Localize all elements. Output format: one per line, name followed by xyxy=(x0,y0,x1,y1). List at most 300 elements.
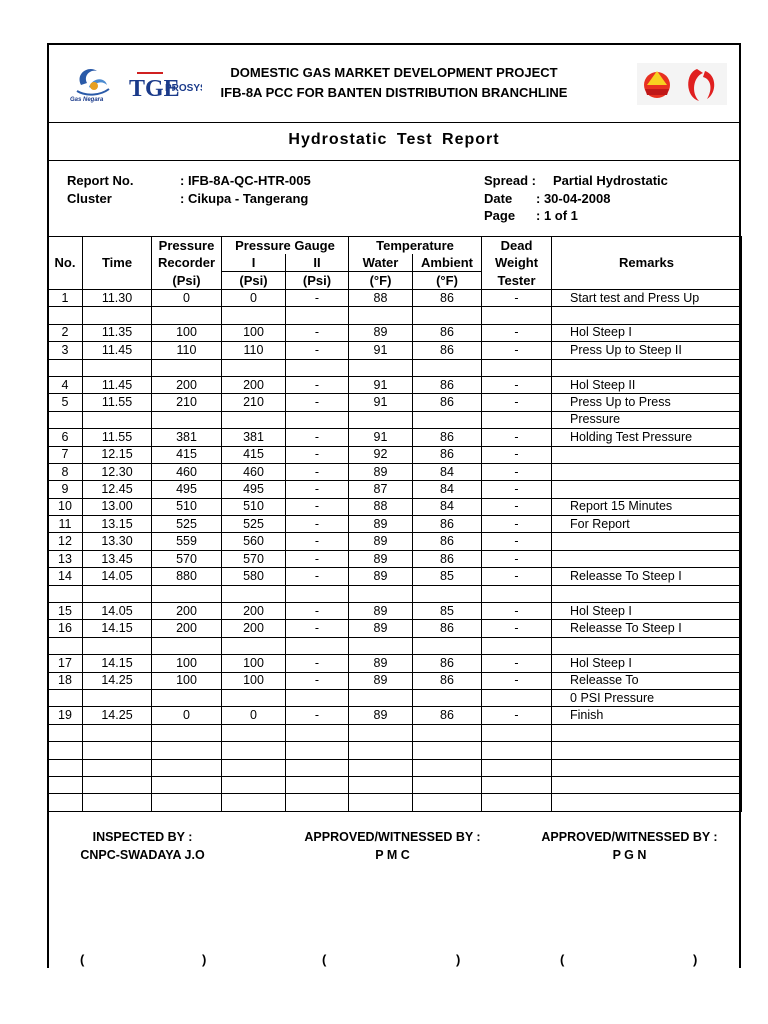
table-header xyxy=(48,237,742,290)
cell-recorder: 100 xyxy=(152,324,222,341)
cell-water xyxy=(349,359,413,376)
cell-time xyxy=(83,637,152,654)
cell-ambient xyxy=(413,689,482,706)
cell-water: 88 xyxy=(349,498,413,515)
company-logo-right xyxy=(637,63,727,105)
cell-dead-weight: - xyxy=(482,394,552,411)
table-row xyxy=(48,689,742,706)
cell-water xyxy=(349,307,413,324)
cell-gauge-i: 210 xyxy=(222,394,286,411)
cell-time: 11.45 xyxy=(83,342,152,359)
cell-gauge-i: 415 xyxy=(222,446,286,463)
cell-recorder xyxy=(152,794,222,811)
cluster-value: : Cikupa - Tangerang xyxy=(180,191,309,206)
cell-recorder: 110 xyxy=(152,342,222,359)
table-row xyxy=(48,637,742,654)
cell-no: 18 xyxy=(48,672,83,689)
table-row xyxy=(48,568,742,585)
cell-time xyxy=(83,307,152,324)
cell-dead-weight: - xyxy=(482,324,552,341)
cell-time: 14.15 xyxy=(83,655,152,672)
table-row xyxy=(48,672,742,689)
cell-dead-weight: - xyxy=(482,568,552,585)
cell-remarks xyxy=(552,776,742,793)
inspected-by-org: CNPC-SWADAYA J.O xyxy=(80,848,205,862)
cell-gauge-ii: - xyxy=(286,620,349,637)
cell-time: 13.15 xyxy=(83,516,152,533)
cell-gauge-ii xyxy=(286,724,349,741)
cell-no: 6 xyxy=(48,429,83,446)
cell-no xyxy=(48,742,83,759)
cell-time: 11.35 xyxy=(83,324,152,341)
cell-ambient: 86 xyxy=(413,620,482,637)
spread-label: Spread : xyxy=(484,173,537,188)
title-box xyxy=(47,123,741,161)
cell-recorder xyxy=(152,689,222,706)
cell-gauge-i: 495 xyxy=(222,481,286,498)
cell-recorder xyxy=(152,411,222,428)
cell-ambient xyxy=(413,307,482,324)
cell-no: 8 xyxy=(48,463,83,480)
cell-dead-weight: - xyxy=(482,620,552,637)
cell-water: 89 xyxy=(349,620,413,637)
cell-gauge-ii: - xyxy=(286,550,349,567)
cell-recorder xyxy=(152,585,222,602)
cell-no xyxy=(48,776,83,793)
cell-gauge-ii: - xyxy=(286,342,349,359)
cell-gauge-i xyxy=(222,411,286,428)
cell-ambient: 86 xyxy=(413,655,482,672)
cell-no: 9 xyxy=(48,481,83,498)
cell-ambient: 86 xyxy=(413,446,482,463)
signature-3-close: ) xyxy=(693,952,698,967)
ambient-unit-header: (°F) xyxy=(413,272,482,290)
cell-dead-weight: - xyxy=(482,672,552,689)
table-row xyxy=(48,446,742,463)
cell-recorder xyxy=(152,759,222,776)
cell-no: 13 xyxy=(48,550,83,567)
spread-value: Partial Hydrostatic xyxy=(553,173,668,188)
cell-remarks: Press Up to Press xyxy=(552,394,742,411)
page-value: : 1 of 1 xyxy=(536,208,578,223)
cell-water: 89 xyxy=(349,533,413,550)
gauge-i-header: I xyxy=(222,254,286,272)
cell-water: 88 xyxy=(349,290,413,307)
cell-dead-weight xyxy=(482,776,552,793)
cell-remarks xyxy=(552,724,742,741)
table-row xyxy=(48,376,742,393)
remarks-header-bottom xyxy=(552,272,742,290)
cell-time xyxy=(83,724,152,741)
table-row xyxy=(48,620,742,637)
cell-water xyxy=(349,585,413,602)
cell-remarks: Press Up to Steep II xyxy=(552,342,742,359)
cell-recorder xyxy=(152,307,222,324)
cell-water: 91 xyxy=(349,376,413,393)
cell-ambient: 86 xyxy=(413,342,482,359)
cell-gauge-ii xyxy=(286,689,349,706)
cell-gauge-i xyxy=(222,585,286,602)
cell-time: 12.15 xyxy=(83,446,152,463)
cell-dead-weight xyxy=(482,359,552,376)
cell-recorder xyxy=(152,742,222,759)
col-pressure-gauge-header: Pressure Gauge xyxy=(222,237,349,255)
cell-remarks xyxy=(552,359,742,376)
water-unit-header: (°F) xyxy=(349,272,413,290)
cell-water: 89 xyxy=(349,568,413,585)
cell-remarks xyxy=(552,637,742,654)
cell-water: 89 xyxy=(349,603,413,620)
cell-dead-weight xyxy=(482,585,552,602)
cell-recorder: 460 xyxy=(152,463,222,480)
cell-no: 10 xyxy=(48,498,83,515)
cell-gauge-i: 200 xyxy=(222,620,286,637)
cell-dead-weight: - xyxy=(482,463,552,480)
cell-water: 87 xyxy=(349,481,413,498)
table-row xyxy=(48,411,742,428)
cell-time xyxy=(83,776,152,793)
cell-gauge-i: 560 xyxy=(222,533,286,550)
cell-remarks: Releasse To xyxy=(552,672,742,689)
cell-water xyxy=(349,776,413,793)
cell-gauge-ii xyxy=(286,359,349,376)
cell-gauge-i: 0 xyxy=(222,290,286,307)
cell-ambient: 86 xyxy=(413,707,482,724)
weight-header-label: Weight xyxy=(482,254,552,272)
cell-water xyxy=(349,637,413,654)
report-no-label: Report No. xyxy=(67,173,134,188)
cell-gauge-ii: - xyxy=(286,376,349,393)
cell-water: 89 xyxy=(349,324,413,341)
cell-ambient xyxy=(413,759,482,776)
cell-time: 14.25 xyxy=(83,707,152,724)
cell-water: 92 xyxy=(349,446,413,463)
cell-remarks: Hol Steep I xyxy=(552,603,742,620)
table-row xyxy=(48,550,742,567)
cell-no: 12 xyxy=(48,533,83,550)
cell-gauge-i: 381 xyxy=(222,429,286,446)
cell-recorder: 495 xyxy=(152,481,222,498)
cell-gauge-i: 460 xyxy=(222,463,286,480)
recorder-header-label: Recorder xyxy=(152,254,222,272)
table-row xyxy=(48,794,742,811)
cell-time: 11.55 xyxy=(83,394,152,411)
cell-time: 12.45 xyxy=(83,481,152,498)
cell-no xyxy=(48,359,83,376)
cell-recorder xyxy=(152,776,222,793)
cell-ambient: 85 xyxy=(413,568,482,585)
cell-no: 19 xyxy=(48,707,83,724)
cell-remarks: Finish xyxy=(552,707,742,724)
cell-no xyxy=(48,689,83,706)
table-row xyxy=(48,290,742,307)
cell-dead-weight: - xyxy=(482,429,552,446)
cell-ambient: 86 xyxy=(413,324,482,341)
approved-pmc-org: P M C xyxy=(375,848,410,862)
cell-gauge-i xyxy=(222,307,286,324)
cell-water: 89 xyxy=(349,550,413,567)
cell-no: 5 xyxy=(48,394,83,411)
cell-dead-weight: - xyxy=(482,290,552,307)
signature-1-close: ) xyxy=(202,952,207,967)
cell-gauge-i: 525 xyxy=(222,516,286,533)
cell-no: 2 xyxy=(48,324,83,341)
cell-time xyxy=(83,794,152,811)
cell-water xyxy=(349,724,413,741)
cell-no: 16 xyxy=(48,620,83,637)
cell-dead-weight: - xyxy=(482,533,552,550)
table-row xyxy=(48,585,742,602)
cell-water: 89 xyxy=(349,516,413,533)
signature-1-open: ( xyxy=(80,952,85,967)
cell-time xyxy=(83,742,152,759)
cell-remarks xyxy=(552,585,742,602)
cell-remarks xyxy=(552,794,742,811)
cell-gauge-i: 510 xyxy=(222,498,286,515)
cell-gauge-i xyxy=(222,359,286,376)
document-header xyxy=(47,43,741,123)
cell-dead-weight: - xyxy=(482,707,552,724)
cell-gauge-ii: - xyxy=(286,516,349,533)
cell-dead-weight xyxy=(482,307,552,324)
report-no-value: : IFB-8A-QC-HTR-005 xyxy=(180,173,311,188)
cell-remarks xyxy=(552,759,742,776)
cell-ambient: 84 xyxy=(413,463,482,480)
no-header-label: No. xyxy=(48,254,83,272)
cell-dead-weight xyxy=(482,411,552,428)
table-row xyxy=(48,481,742,498)
cell-dead-weight: - xyxy=(482,498,552,515)
cell-dead-weight xyxy=(482,759,552,776)
cell-dead-weight: - xyxy=(482,376,552,393)
cell-water: 89 xyxy=(349,672,413,689)
cell-remarks: Pressure xyxy=(552,411,742,428)
cell-recorder: 510 xyxy=(152,498,222,515)
signature-3-open: ( xyxy=(560,952,565,967)
table-row xyxy=(48,603,742,620)
cell-no: 17 xyxy=(48,655,83,672)
cell-gauge-i xyxy=(222,742,286,759)
col-time-header xyxy=(83,237,152,255)
cell-water: 91 xyxy=(349,394,413,411)
cell-gauge-i: 200 xyxy=(222,376,286,393)
cell-ambient: 86 xyxy=(413,376,482,393)
cell-time: 12.30 xyxy=(83,463,152,480)
cell-gauge-ii xyxy=(286,759,349,776)
cell-gauge-ii xyxy=(286,411,349,428)
table-row xyxy=(48,533,742,550)
cluster-label: Cluster xyxy=(67,191,112,206)
cell-gauge-i xyxy=(222,689,286,706)
time-header-bottom xyxy=(83,272,152,290)
cell-no: 15 xyxy=(48,603,83,620)
cell-gauge-i xyxy=(222,794,286,811)
cell-ambient xyxy=(413,724,482,741)
cell-ambient xyxy=(413,359,482,376)
cell-gauge-ii xyxy=(286,794,349,811)
cell-gauge-i: 580 xyxy=(222,568,286,585)
cell-remarks xyxy=(552,533,742,550)
cell-remarks: Report 15 Minutes xyxy=(552,498,742,515)
cell-gauge-ii xyxy=(286,307,349,324)
gauge-i-unit-header: (Psi) xyxy=(222,272,286,290)
cell-remarks xyxy=(552,446,742,463)
cell-dead-weight xyxy=(482,794,552,811)
cell-dead-weight: - xyxy=(482,342,552,359)
cell-gauge-ii: - xyxy=(286,498,349,515)
cell-gauge-i xyxy=(222,759,286,776)
cell-time xyxy=(83,689,152,706)
cell-time: 11.55 xyxy=(83,429,152,446)
cell-ambient xyxy=(413,776,482,793)
cell-time: 11.45 xyxy=(83,376,152,393)
cell-ambient: 86 xyxy=(413,429,482,446)
cell-dead-weight xyxy=(482,637,552,654)
cell-remarks xyxy=(552,550,742,567)
cell-dead-weight xyxy=(482,689,552,706)
cell-remarks: 0 PSI Pressure xyxy=(552,689,742,706)
cell-recorder: 0 xyxy=(152,707,222,724)
project-title: DOMESTIC GAS MARKET DEVELOPMENT PROJECT xyxy=(230,65,558,80)
col-no-header xyxy=(48,237,83,255)
remarks-header-label: Remarks xyxy=(552,254,742,272)
cell-gauge-ii xyxy=(286,585,349,602)
cell-recorder xyxy=(152,724,222,741)
cell-ambient xyxy=(413,637,482,654)
cell-ambient: 86 xyxy=(413,672,482,689)
date-label: Date xyxy=(484,191,513,206)
cell-gauge-ii xyxy=(286,742,349,759)
cell-gauge-ii: - xyxy=(286,463,349,480)
cell-gauge-i: 0 xyxy=(222,707,286,724)
cell-time: 13.30 xyxy=(83,533,152,550)
cell-dead-weight: - xyxy=(482,603,552,620)
table-row xyxy=(48,776,742,793)
cell-time: 14.25 xyxy=(83,672,152,689)
cell-no xyxy=(48,411,83,428)
cell-no: 1 xyxy=(48,290,83,307)
cell-time xyxy=(83,411,152,428)
time-header-label: Time xyxy=(83,254,152,272)
cell-remarks: Start test and Press Up xyxy=(552,290,742,307)
cell-remarks: Hol Steep II xyxy=(552,376,742,393)
cell-dead-weight xyxy=(482,724,552,741)
cell-no: 14 xyxy=(48,568,83,585)
cell-gauge-i xyxy=(222,724,286,741)
cell-remarks xyxy=(552,307,742,324)
cell-no xyxy=(48,724,83,741)
cell-recorder: 381 xyxy=(152,429,222,446)
cell-ambient xyxy=(413,411,482,428)
cell-remarks: Holding Test Pressure xyxy=(552,429,742,446)
no-header-bottom xyxy=(48,272,83,290)
table-row xyxy=(48,324,742,341)
cell-gauge-ii: - xyxy=(286,290,349,307)
cell-recorder: 0 xyxy=(152,290,222,307)
hydrotest-table xyxy=(47,236,742,812)
table-row xyxy=(48,516,742,533)
gas-negara-text: Gas Negara xyxy=(70,97,104,103)
cell-gauge-ii: - xyxy=(286,655,349,672)
col-dead-weight-header: Dead xyxy=(482,237,552,255)
cell-gauge-ii: - xyxy=(286,533,349,550)
cell-time: 11.30 xyxy=(83,290,152,307)
approved-pmc-label: APPROVED/WITNESSED BY : xyxy=(304,830,481,844)
cell-remarks: Hol Steep I xyxy=(552,324,742,341)
page-label: Page xyxy=(484,208,516,223)
table-row xyxy=(48,429,742,446)
cell-gauge-ii: - xyxy=(286,481,349,498)
signature-2-open: ( xyxy=(322,952,327,967)
cell-gauge-ii: - xyxy=(286,446,349,463)
col-pressure-recorder-header: Pressure xyxy=(152,237,222,255)
cell-time: 14.15 xyxy=(83,620,152,637)
cell-ambient: 86 xyxy=(413,290,482,307)
cell-gauge-i xyxy=(222,637,286,654)
cell-gauge-ii xyxy=(286,637,349,654)
gauge-ii-header: II xyxy=(286,254,349,272)
cell-recorder: 200 xyxy=(152,603,222,620)
cell-water: 89 xyxy=(349,655,413,672)
prosys-logo: PROSY xyxy=(165,83,201,94)
cell-no xyxy=(48,794,83,811)
cell-time: 14.05 xyxy=(83,603,152,620)
cell-ambient: 86 xyxy=(413,533,482,550)
cell-ambient xyxy=(413,742,482,759)
table-row xyxy=(48,394,742,411)
cell-gauge-ii xyxy=(286,776,349,793)
tester-header-label: Tester xyxy=(482,272,552,290)
cell-gauge-i: 110 xyxy=(222,342,286,359)
recorder-unit-header: (Psi) xyxy=(152,272,222,290)
table-body xyxy=(48,290,742,812)
cell-gauge-ii: - xyxy=(286,707,349,724)
cell-dead-weight: - xyxy=(482,655,552,672)
table-row xyxy=(48,342,742,359)
cell-water: 91 xyxy=(349,429,413,446)
cell-remarks: Releasse To Steep I xyxy=(552,568,742,585)
cell-water xyxy=(349,794,413,811)
cell-water: 91 xyxy=(349,342,413,359)
cell-gauge-i: 570 xyxy=(222,550,286,567)
inspected-by-label: INSPECTED BY : xyxy=(92,830,193,844)
cell-gauge-i: 100 xyxy=(222,655,286,672)
cell-water: 89 xyxy=(349,463,413,480)
cell-no xyxy=(48,585,83,602)
cell-dead-weight xyxy=(482,742,552,759)
table-row xyxy=(48,359,742,376)
cell-dead-weight: - xyxy=(482,446,552,463)
cell-gauge-ii: - xyxy=(286,429,349,446)
cell-no: 11 xyxy=(48,516,83,533)
report-title: Hydrostatic Test Report xyxy=(288,131,500,148)
cell-no: 7 xyxy=(48,446,83,463)
svg-text:TGE: TGE xyxy=(129,76,180,102)
cell-ambient: 86 xyxy=(413,550,482,567)
cell-gauge-ii: - xyxy=(286,603,349,620)
cell-recorder xyxy=(152,359,222,376)
table-row xyxy=(48,655,742,672)
cell-water xyxy=(349,742,413,759)
cell-recorder: 525 xyxy=(152,516,222,533)
cell-no: 3 xyxy=(48,342,83,359)
signature-2-close: ) xyxy=(456,952,461,967)
cell-gauge-ii: - xyxy=(286,568,349,585)
table-row xyxy=(48,307,742,324)
cell-gauge-ii: - xyxy=(286,672,349,689)
approved-pgn-org: P G N xyxy=(612,848,647,862)
ambient-header: Ambient xyxy=(413,254,482,272)
